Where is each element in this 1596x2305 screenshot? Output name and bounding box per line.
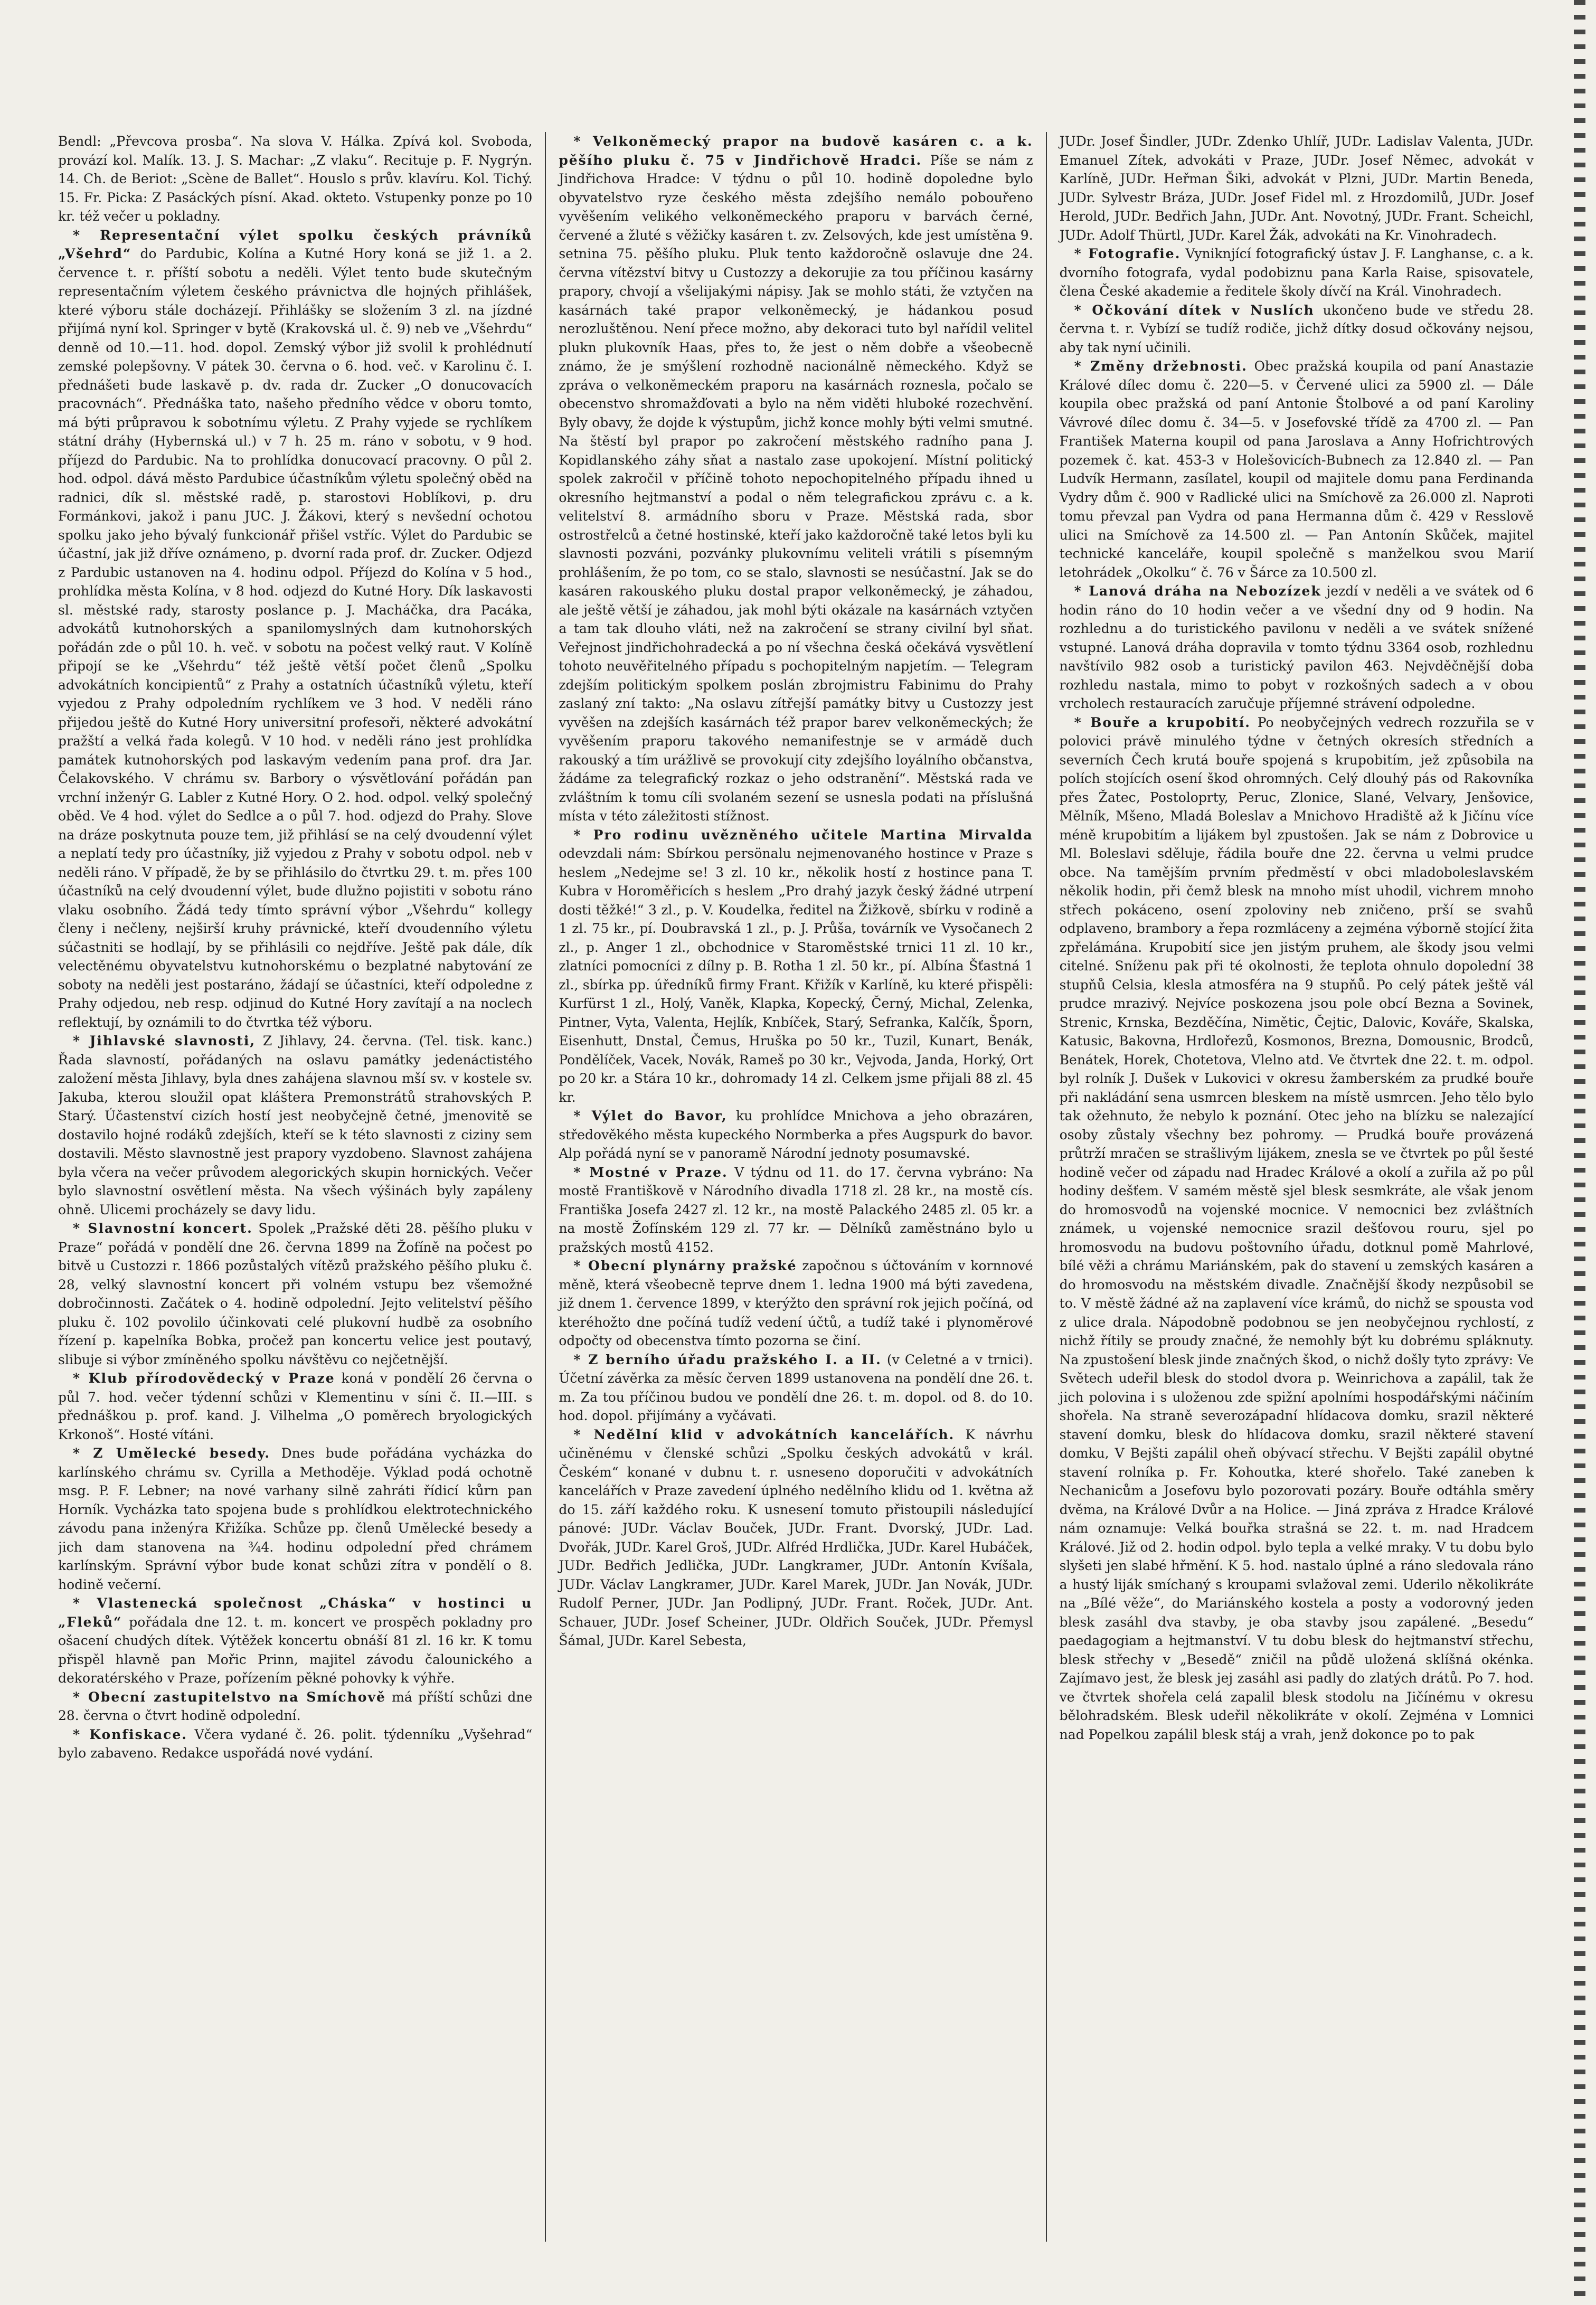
- article-heading: * Representační výlet spolku českých právníků „Všehrd“: [58, 227, 533, 261]
- article-paragraph: [559, 826, 1033, 1107]
- article-heading: * Konfiskace.: [73, 1726, 188, 1742]
- article-text: do Pardubic, Kolína a Kutné Hory koná se již 1. a 2. července t. r. příští sobotu a neděli. Výlet tento bude skutečným representačním výletem českého právnictva dle hojných přihlášek, které výboru stále docházejí. Přihlášky se složením 3 zl. na jízdné přijímá nyní kol. Springer v bytě (Krakovská ul. č. 9) neb ve „Všehrdu“ denně od 10.—11. hod. dopol. Zemský výbor již svolil k prohlédnutí zemské polepšovny. V pátek 30. června o 6. hod. več. v Karolinu č. I. přednášeti bude laskavě p. dv. rada dr. Zucker „O donucovacích pracovnách“. Přednáška tato, našeho předního vědce v oboru tomto, má býti průpravou k sobotnímu výletu. Z Prahy vyjede se rychlíkem státní dráhy (Hybernská ul.) v 7 h. 25 m. ráno v sobotu, v 9 hod. příjezd do Pardubic. Na to prohlídka donucovací pracovny. O půl 2. hod. odpol. dává město Pardubice účastníkům výletu společný oběd na radnici, dík sl. městské radě, p. starostovi Hoblíkovi, p. dru Formánkovi, jakož i panu JUC. J. Žákovi, který s nevšední ochotou spolku jako jeho bývalý funkcionář přišel vstříc. Výlet do Pardubic se účastní, jak již dříve oznámeno, p. dvorní rada prof. dr. Zucker. Odjezd z Pardubic ustanoven na 4. hodinu odpol. Příjezd do Kolína v 5 hod., prohlídka města Kolína, v 8 hod. odjezd do Kutné Hory. Dík laskavosti sl. městské rady, starosty poslance p. J. Macháčka, dra Pacáka, advokátů kutnohorských a spanilomyslných dam kutnohorských pořádán zde o půl 10. h. več. v sobotu na počest velký raut. V Kolíně připojí se ke „Všehrdu“ též ještě větší počet členů „Spolku advokátních koncipientů“ z Prahy a ostatních účastníků výletu, kteří vyjedou z Prahy odpoledním rychlíkem ve 3 hod. V neděli ráno přijedou ještě do Kutné Hory universitní profesoři, některé advokátní pražští a velká řada kolegů. V 10 hod. v neděli ráno jest prohlídka památek kutnohorských pod laskavým vedením pana prof. dra Jar. Čelakovského. V chrámu sv. Barbory o výsvětlování pořádán pan vrchní inženýr G. Labler z Kutné Hory. O 2. hod. odpol. velký společný oběd. Ve 4 hod. výlet do Sedlce a o půl 7. hod. odjezd do Prahy. Slove na dráze poskytnuta pouze tem, již přihlásí se na celý dvoudenní výlet a neplatí tedy pro účastníky, již vyjedou z Prahy v sobotu odpol. neb v neděli ráno. V případě, že by se přihlásilo do čtvrtku 29. t. m. přes 100 účastníků na celý dvoudenní výlet, bude dlužno pojistiti v sobotu ráno vlaku osobního. Žádá tedy tímto správní výbor „Všehrdu“ kollegy členy i nečleny, nejširší kruhy právnické, kteří dvoudenního výletu súčastniti se hodlají, by se přihlásili co nejdříve. Ještě pak dále, dík velectěnému obyvatelstvu kutnohorskému o bezplatné nabytování ze soboty na neděli jest postaráno, žádají se účastníci, kteří odpoledne z Prahy odjedou, neb resp. odjinud do Kutné Hory zavítají a na noclech reflektují, by oznámili to do čtvrtka též výboru.: [58, 246, 533, 1030]
- article-heading: * Nedělní klid v advokátních kancelářích.: [573, 1427, 955, 1442]
- article-text: započnou s účtováním v kornnové měně, která všeobecně teprve dnem 1. ledna 1900 má býti zavedena, již dnem 1. července 1899, v kterýžto den správní rok jejich počíná, od kteréhožto dne počíná tudíž vedení účtů, a tudíž také i plynoměrové odpočty od obecenstva tímto pozorna se činí.: [559, 1258, 1033, 1348]
- article-paragraph: [58, 1219, 532, 1369]
- article-text: Včera vydané č. 26. polit. týdenníku „Vyšehrad“ bylo zabaveno. Redakce uspořádá nové vydání.: [58, 1726, 533, 1761]
- article-heading: * Z berního úřadu pražského I. a II.: [573, 1352, 882, 1367]
- article-paragraph: [1060, 357, 1534, 582]
- article-heading: * Vlastenecká společnost „Cháska“ v hostinci u „Fleků“: [58, 1595, 533, 1630]
- article-heading: * Mostné v Praze.: [573, 1164, 728, 1180]
- article-heading: * Jihlavské slavnosti,: [73, 1033, 256, 1048]
- article-text: K návrhu učiněnému v členské schůzi „Spolku českých advokátů v král. Českém“ konané v dubnu t. r. usneseno doporučiti v advokátních kancelářích v Praze zavedení úplného nedělního klidu od 1. května až do 15. září každého roku. K usnesení tomuto přistoupili následující pánové: JUDr. Václav Bouček, JUDr. Frant. Dvorský, JUDr. Lad. Dvořák, JUDr. Karel Groš, JUDr. Alfréd Hrdlička, JUDr. Karel Hubáček, JUDr. Bedřich Jedlička, JUDr. Langkramer, JUDr. Antonín Kvíšala, JUDr. Václav Langkramer, JUDr. Karel Marek, JUDr. Jan Novák, JUDr. Rudolf Perner, JUDr. Jan Podlipný, JUDr. Frant. Roček, JUDr. Ant. Schauer, JUDr. Josef Scheiner, JUDr. Oldřich Souček, JUDr. Přemysl Šámal, JUDr. Karel Sebesta,: [559, 1427, 1033, 1648]
- article-text: Obec pražská koupila od paní Anastazie Králové dílec domu č. 220—5. v Červené ulici za 5900 zl. — Dále koupila obec pražská od paní Antonie Štolbové a od paní Karoliny Vávrové dílec domu č. 34—5. v Josefovské třídě za 4700 zl. — Pan František Materna koupil od pana Jaroslava a Anny Hofrichtrových pozemek č. kat. 453-3 v Holešovicích-Bubnech za 12.840 zl. — Pan Ludvík Hermann, zasílatel, koupil od majitele domu pana Ferdinanda Vydry dům č. 900 v Radlické ulici na Smíchově za 26.000 zl. Naproti tomu převzal pan Vydra od pana Hermanna dům č. 429 v Resslově ulici na Smíchově za 14.500 zl. — Pan Antonín Skůček, majitel technické kanceláře, koupil společně s manželkou svou Marií letohrádek „Okolku“ č. 76 v Šárce za 10.500 zl.: [1059, 358, 1534, 580]
- article-text: Píše se nám z Jindřichova Hradce: V týdnu o půl 10. hodině dopoledne bylo obyvatelstvo ryze českého města zdejšího nemálo pobouřeno vyvěšením velikého velkoněmeckého praporu v barvách černé, červené a žluté s věžičky kasáren t. zv. Zelsových, kde jest umístěna 9. setnina 75. pěšího pluku. Pluk tento každoročně oslavuje dne 24. června vítězství bitvy u Custozzy a dekorujie za tou příčinou kasárny prapory, chvojí a všelijakými nápisy. Jak se mohlo státi, že vztyčen na kasárnách také prapor velkoněmecký, je hádankou posud nerozluštěnou. Není přece možno, aby dekoraci tuto byl nařídil velitel plukn plukovník Haas, přes to, že jest o něm dobře a všeobecně známo, že je smýšlení rozhodně nacionálně německého. Když se zpráva o velkoněmeckém praporu na kasárnách roznesla, počalo se obecenstvo shromažďovati a bylo na něm viděti hluboké rozechvění. Byly obavy, že dojde k výstupům, jichž konce mohly býti velmi smutné. Na štěstí byl prapor po zakročení městského radního pana J. Kopidlanského záhy sňat a nastalo zase upokojení. Místní politický spolek zakročil v příčině tohoto nepochopitelného případu ihned u okresního hejtmanství a podal o něm telegrafickou zprávu c. a k. velitelství 8. armádního sboru v Praze. Městská rada, sbor ostrostřelců a četné hostinské, kteří jako každoročně také letos byli ku slavnosti pozváni, pozvánky plukovnímu veliteli vrátili s písemným prohlášením, že po tom, co se stalo, slavnosti se nesúčastní. Jak se do kasáren rakouského pluku dostal prapor velkoněmecký, je záhadou, ale ještě větší je záhadou, jak mohl býti okázale na kasárnách vztyčen a tam tak dlouho vláti, než na zakročení se strany civilní byl sňat. Veřejnost jindřichohradecká a po ní všechna česká očekává vysvětlení tohoto neuvěřitelného případu s pochopitelným napjetím. — Telegram zdejším politickým spolkem poslán zbrojmistru Fabinimu do Prahy zaslaný zní takto: „Na oslavu zítřejší památky bitvy u Custozzy jest vyvěšen na zdejších kasárnách též prapor barev velkoněmeckých; že vyvěšením praporu takového nemanifestnje se v armádě duch rakouský a tím urážlivě se provokují city zdejšího loyálního občanstva, žádáme za telegrafický rozkaz o jeho odstranění“. Městská rada ve zvláštním k tomu cíli svolaném sezení se usnesla podati na příslušná místa v této záležitosti stížnost.: [559, 152, 1033, 824]
- article-heading: * Klub přírodovědecký v Praze: [73, 1371, 335, 1386]
- article-paragraph: [58, 226, 532, 1032]
- article-text: má příští schůzi dne 28. června o čtvrt hodině odpolední.: [58, 1689, 533, 1723]
- article-heading: * Pro rodinu uvězněného učitele Martina Mirvalda: [573, 827, 1033, 843]
- article-paragraph: [1060, 713, 1534, 1744]
- column-container: [58, 132, 1534, 2242]
- article-heading: * Z Umělecké besedy.: [73, 1446, 271, 1461]
- article-paragraph: [58, 1594, 532, 1688]
- article-text: ku prohlídce Mnichova a jeho obrazáren, středověkého města kupeckého Normberka a přes Augspurk do bavor. Alp pořádá nyní se v panoramě Národní jednoty posumavské.: [559, 1108, 1033, 1161]
- article-paragraph: [559, 1350, 1033, 1425]
- article-heading: * Obecní plynárny pražské: [573, 1258, 797, 1273]
- article-text: Vyniknjící fotografický ústav J. F. Langhanse, c. a k. dvorního fotografa, vydal podobiznu pana Karla Raise, spisovatele, člena České akademie a ředitele školy dívčí na Král. Vinohradech.: [1059, 246, 1534, 299]
- article-text: Dnes bude pořádána vycházka do karlínského chrámu sv. Cyrilla a Methoděje. Výklad podá ochotně msg. P. F. Lebner; na nové varhany silně zahráti řídicí kůrn pan Horník. Vycházka tato spojena bude s prohlídkou elektrotechnického závodu pana inženýra Křižíka. Schůze pp. členů Umělecké besedy a jich dam stanovena na ¾4. hodinu odpolední před chrámem karlínským. Správní výbor bude konat schůzi zítra v pondělí o 8. hodině večerní.: [58, 1446, 533, 1592]
- article-heading: * Výlet do Bavor,: [573, 1108, 728, 1123]
- article-paragraph: [559, 1425, 1033, 1650]
- article-paragraph: [559, 1257, 1033, 1350]
- column-middle: [545, 132, 1045, 2242]
- article-paragraph: [1060, 244, 1534, 301]
- article-text: koná v pondělí 26 června o půl 7. hod. večer týdenní schůzi v Klementinu v síni č. II.—III. s přednáškou p. prof. kand. J. Vilhelma „O poměrech bryologických Krkonoš“. Hosté vítáni.: [58, 1371, 533, 1442]
- article-heading: * Slavnostní koncert.: [73, 1221, 253, 1236]
- article-paragraph: [1060, 582, 1534, 713]
- article-paragraph: [1060, 132, 1534, 244]
- column-right: [1046, 132, 1534, 2242]
- article-paragraph: [1060, 301, 1534, 357]
- article-text: Z Jihlavy, 24. června. (Tel. tisk. kanc.) Řada slavností, pořádaných na oslavu památky jedenáctistého založení města Jihlavy, byla dnes zahájena slavnou mší sv. v kostele sv. Jakuba, kterou sloužil opat kláštera Premonstrátů strahovských P. Starý. Účastenství cizích hostí jest neobyčejně četné, jmenovitě se dostavilo hojné rodáků zdejších, kteří se k této slavnosti z ciziny sem dostavili. Město slavnostně jest prapory vyzdobeno. Slavnost zahájena byla včera na večer průvodem alegorických skupin hornických. Večer bylo slavnostní osvětlení města. Na všech výšinách byly zapáleny ohně. Ulicemi procházely se davy lidu.: [58, 1033, 533, 1217]
- article-text: JUDr. Josef Šindler, JUDr. Zdenko Uhlíř, JUDr. Ladislav Valenta, JUDr. Emanuel Zítek, advokáti v Praze, JUDr. Josef Němec, advokát v Karlíně, JUDr. Heřman Šiki, advokát v Plzni, JUDr. Martin Beneda, JUDr. Sylvestr Bráza, JUDr. Josef Fidel ml. z Hrozdomilů, JUDr. Josef Herold, JUDr. Bedřich Jahn, JUDr. Ant. Novotný, JUDr. Frant. Scheichl, JUDr. Adolf Thürtl, JUDr. Karel Žák, advokáti na Kr. Vinohradech.: [1059, 134, 1534, 243]
- article-text: Bendl: „Převcova prosba“. Na slova V. Hálka. Zpívá kol. Svoboda, provází kol. Malík. 13. J. S. Machar: „Z vlaku“. Recituje p. F. Nygrýn. 14. Ch. de Beriot: „Scène de Ballet“. Houslo s prův. klavíru. Kol. Tichý. 15. Fr. Picka: Z Pasáckých písní. Akad. okteto. Vstupenky ponze po 10 kr. též večer u pokladny.: [58, 134, 533, 224]
- article-heading: * Obecní zastupitelstvo na Smíchově: [73, 1689, 386, 1705]
- article-paragraph: [58, 1688, 532, 1725]
- article-heading: * Velkoněmecký prapor na budově kasáren c. a k. pěšího pluku č. 75 v Jindřichově Hradci.: [559, 134, 1033, 168]
- article-text: odevzdali nám: Sbírkou persönalu nejmenovaného hostince v Praze s heslem „Nedejme se! 3 zl. 10 kr., několik hostí z hostince pana T. Kubra v Horoměřicích s heslem „Pro drahý jazyk český žádné utrpení dosti těžké!“ 3 zl., p. V. Koudelka, ředitel na Žižkově, sbírku v rodině a 1 zl. 75 kr., pí. Doubravská 1 zl., p. J. Průša, továrník ve Vysočanech 2 zl., p. Anger 1 zl., obchodnice v Staroměstské trnici 11 zl. 10 kr., zlatníci pomocníci z dílny p. B. Rotha 1 zl. 50 kr., pí. Albína Šťastná 1 zl., sbírka pp. úředníků firmy Frant. Křižík v Karlíně, ku které přispěli: Kurfürst 1 zl., Holý, Vaněk, Klapka, Kopecký, Černý, Michal, Zelenka, Pintner, Vyta, Valenta, Hejlík, Knbíček, Starý, Sefranka, Kalčík, Šporn, Eisenhutt, Dnstal, Čemus, Hruška po 50 kr., Tuzil, Kunart, Benák, Pondělíček, Vacek, Novák, Rameš po 30 kr., Vejvoda, Janda, Horký, Ort po 20 kr. a Stára 10 kr., dohromady 14 zl. Celkem jsme přijali 88 zl. 45 kr.: [559, 846, 1033, 1105]
- article-paragraph: [559, 132, 1033, 826]
- article-text: V týdnu od 11. do 17. června vybráno: Na mostě Františkově v Národního divadla 1718 zl. 28 kr., na mostě cís. Františka Josefa 2427 zl. 12 kr., na mostě Palackého 2485 zl. 05 kr. a na mostě Žofínském 129 zl. 77 kr. — Dělníků zaměstnáno bylo u pražských mostů 4152.: [559, 1164, 1033, 1255]
- article-paragraph: [58, 1725, 532, 1763]
- article-text: ukončeno bude ve středu 28. června t. r. Vybízí se tudíž rodiče, jichž dítky dosud očkovány nejsou, aby tak nyní učinili.: [1059, 302, 1534, 355]
- article-text: (v Celetné a v trnici). Účetní závěrka za měsíc červen 1899 ustanovena na pondělí dne 26. t. m. Za tou příčinou budou ve pondělí dne 26. t. m. dopol. od 8. do 10. hod. dopol. přijímány a vyčávati.: [559, 1352, 1033, 1423]
- column-left: [58, 132, 545, 2242]
- article-heading: * Bouře a krupobití.: [1074, 714, 1251, 730]
- article-text: jezdí v neděli a ve svátek od 6 hodin ráno do 10 hodin večer a ve všední dny od 9 hodin. Na rozhlednu a do turistického pavilonu v neděli a ve svátek snížené vstupné. Lanová dráha dopravila v tomto týdnu 3364 osob, rozhlednu navštívilo 982 osob a turistický pavilon 463. Nejvděčnější doba rozhledu nastala, mimo to pobyt v rozkošných sadech a v obou vrcholech restauracích zaručuje příjemné strávení odpoledne.: [1059, 583, 1534, 711]
- article-paragraph: [58, 1444, 532, 1594]
- article-paragraph: [58, 132, 532, 226]
- article-text: Po neobyčejných vedrech rozzuřila se v polovici právě minulého týdne v četných okresích středních a severních Čech krutá bouře spojená s krupobitím, jež způsobila na polích stojících osení škod ohromných. Celý dlouhý pás od Rakovníka přes Žatec, Postoloprty, Peruc, Zlonice, Slané, Velvary, Jenšovice, Mělník, Mšeno, Mladá Boleslav a Mnichovo Hradiště až k Jičínu více méně krupobitím a lijákem byl zpustošen. Jak se nám z Dobrovice u Ml. Boleslavi sděluje, řádila bouře dne 22. června u velmi prudce obce. Na tamějším prvním předměstí v obci mladoboleslavském několik hodin, při čemž blesk na mnoho míst uhodil, vichrem mnoho střech pokáceno, osení zpoloviny neb zničeno, prší se svahů odplaveno, brambory a řepa rozmláceny a zejména výborně stojící žita zpřelámána. Krupobití sice jen jistým pruhem, ale škody jsou velmi citelné. Sníženu pak při té okolnosti, že teplota ohnulo dopolední 38 stupňů Celsia, klesla atmosféra na 9 stupňů. Po celý pátek ještě vál prudce mrazivý. Nejvíce poskozena jsou pole obcí Bezna a Sovinek, Strenic, Krnska, Bezděčína, Nimětic, Čejtic, Dalovic, Kováře, Skalska, Katusic, Bakovna, Hrdlořezů, Kosmonos, Brezna, Domousnic, Brodců, Benátek, Horek, Chotetova, Vlelno atd. Ve čtvrtek dne 22. t. m. odpol. byl rolník J. Dušek v Lukovici v okresu žamberském za prudké bouře při nakládání sena usmrcen bleskem na místě usmrcen. Jeho tělo bylo tak ožehnuto, že nebylo k poznání. Otec jeho na blízku se nalezající osoby zůstaly všechny bez pohromy. — Prudká bouře provázená průtrží mračen se strašlivým lijákem, znesla se ve čtvrtek po půl šesté hodině večer od západu nad Hradec Králové a okolí a zuřila až po půl hodiny dešťem. V samém městě sjel blesk sesmkráte, ale však jenom do hromosvodů na vojenské mocnice. V nemocnici bez zvláštních známek, u vojenské nemocnice srazil dešťovou rouru, sjel po hromosvodu na budovu poštovního úřadu, dotknul pomě Mahrlové, bílé věži a chrámu Mariánském, pak do stavení u zemských kasáren a do hromosvodu na městském divadle. Značnější škody nezpůsobil se to. V městě žádné až na zaplavení více krámů, do nichž se spousta vod z ulice drala. Nápodobně podobnou se jen neobyčejnou rychlostí, z nichž řítily se proudy značné, že nemohly být ku dobrému spláknuty. Na zpustošení blesk jinde značných škod, o nichž došly tyto zprávy: Ve Světech udeřil blesk do stodol dvora p. Weinrichova a zapálil, tak že jich polovina i s uloženou zde spižní apolními hospodářskými náčiním shořela. Na straně severozápadní hlídacova domku, srazil některé stavení domku, blesk do hlídacova domku, srazil některé stavení domku, V Bejšti zapálil oheň obývací střechu. V Bejšti zapálil obytné stavení rolníka p. Fr. Kohoutka, které shořelo. Také zaneben k Nechanicům a Josefovu bylo pozorovati pozáry. Bouře odtáhla směry dvěma, na Králové Dvůr a na Holice. — Jiná zpráva z Hradce Králové nám oznamuje: Velká bouřka strašná se 22. t. m. nad Hradcem Králové. Již od 2. hodin odpol. bylo tepla a velké mraky. V tu dobu bylo slyšeti jen slabé hřmění. K 5. hod. nastalo úplné a ráno sledovala ráno a hustý liják smíchaný s kroupami svlažoval zemi. Uderilo několikráte na „Bílé věže“, do Mariánského kostela a posty a vodorovný jeden blesk zasáhl dva stavby, je oba stavby jsou zapálené. „Besedu“ paedagogiam a hejtmanství. V tu dobu blesk do hejtmanství střechu, blesk střechy v „Besedě“ zničil na půdě uložená sklíšná okénka. Zajímavo jest, že blesk jej zasáhl asi padly do zlatých drátů. Po 7. hod. ve čtvrtek shořela celá zapalil blesk stodolu na Jičínému v okresu bělohradském. Blesk udeřil několikráte v okolí. Zejména v Lomnici nad Popelkou zapálil blesk stáj a vrah, jenž dokonce po to pak: [1059, 714, 1534, 1742]
- article-heading: * Fotografie.: [1074, 246, 1181, 261]
- article-text: Spolek „Pražské děti 28. pěšího pluku v Praze“ pořádá v pondělí dne 26. června 1899 na Žofíně na počest po bitvě u Custozzi r. 1866 pozůstalých vítězů pražského pěšího pluku č. 28, velký slavnostní koncert při volném vstupu bez všemožné dobročinnosti. Začátek o 4. hodině odpolední. Jejto velitelství pěšího pluku č. 102 povolilo účinkovati celé plukovní hudbě za osobního řízení p. kapelníka Bobka, pročež pan koncertu velice jest poutavý, slibuje si výbor zmíněného spolku návštěvu co nejčetnější.: [58, 1221, 533, 1367]
- article-paragraph: [559, 1107, 1033, 1163]
- article-paragraph: [559, 1163, 1033, 1257]
- article-heading: * Očkování dítek v Nuslích: [1074, 302, 1315, 318]
- article-heading: * Změny držebnosti.: [1074, 358, 1248, 374]
- article-text: pořádala dne 12. t. m. koncert ve prospěch pokladny pro ošacení chudých dítek. Výtěžek koncertu obnáší 81 zl. 16 kr. K tomu přispěl hlavně pan Mořic Prinn, majitel závodu čalounického a dekoratérského v Praze, pořízením pěkné pohovky k výhře.: [58, 1614, 533, 1686]
- article-paragraph: [58, 1369, 532, 1444]
- article-heading: * Lanová dráha na Nebozízek: [1074, 583, 1321, 599]
- article-paragraph: [58, 1032, 532, 1219]
